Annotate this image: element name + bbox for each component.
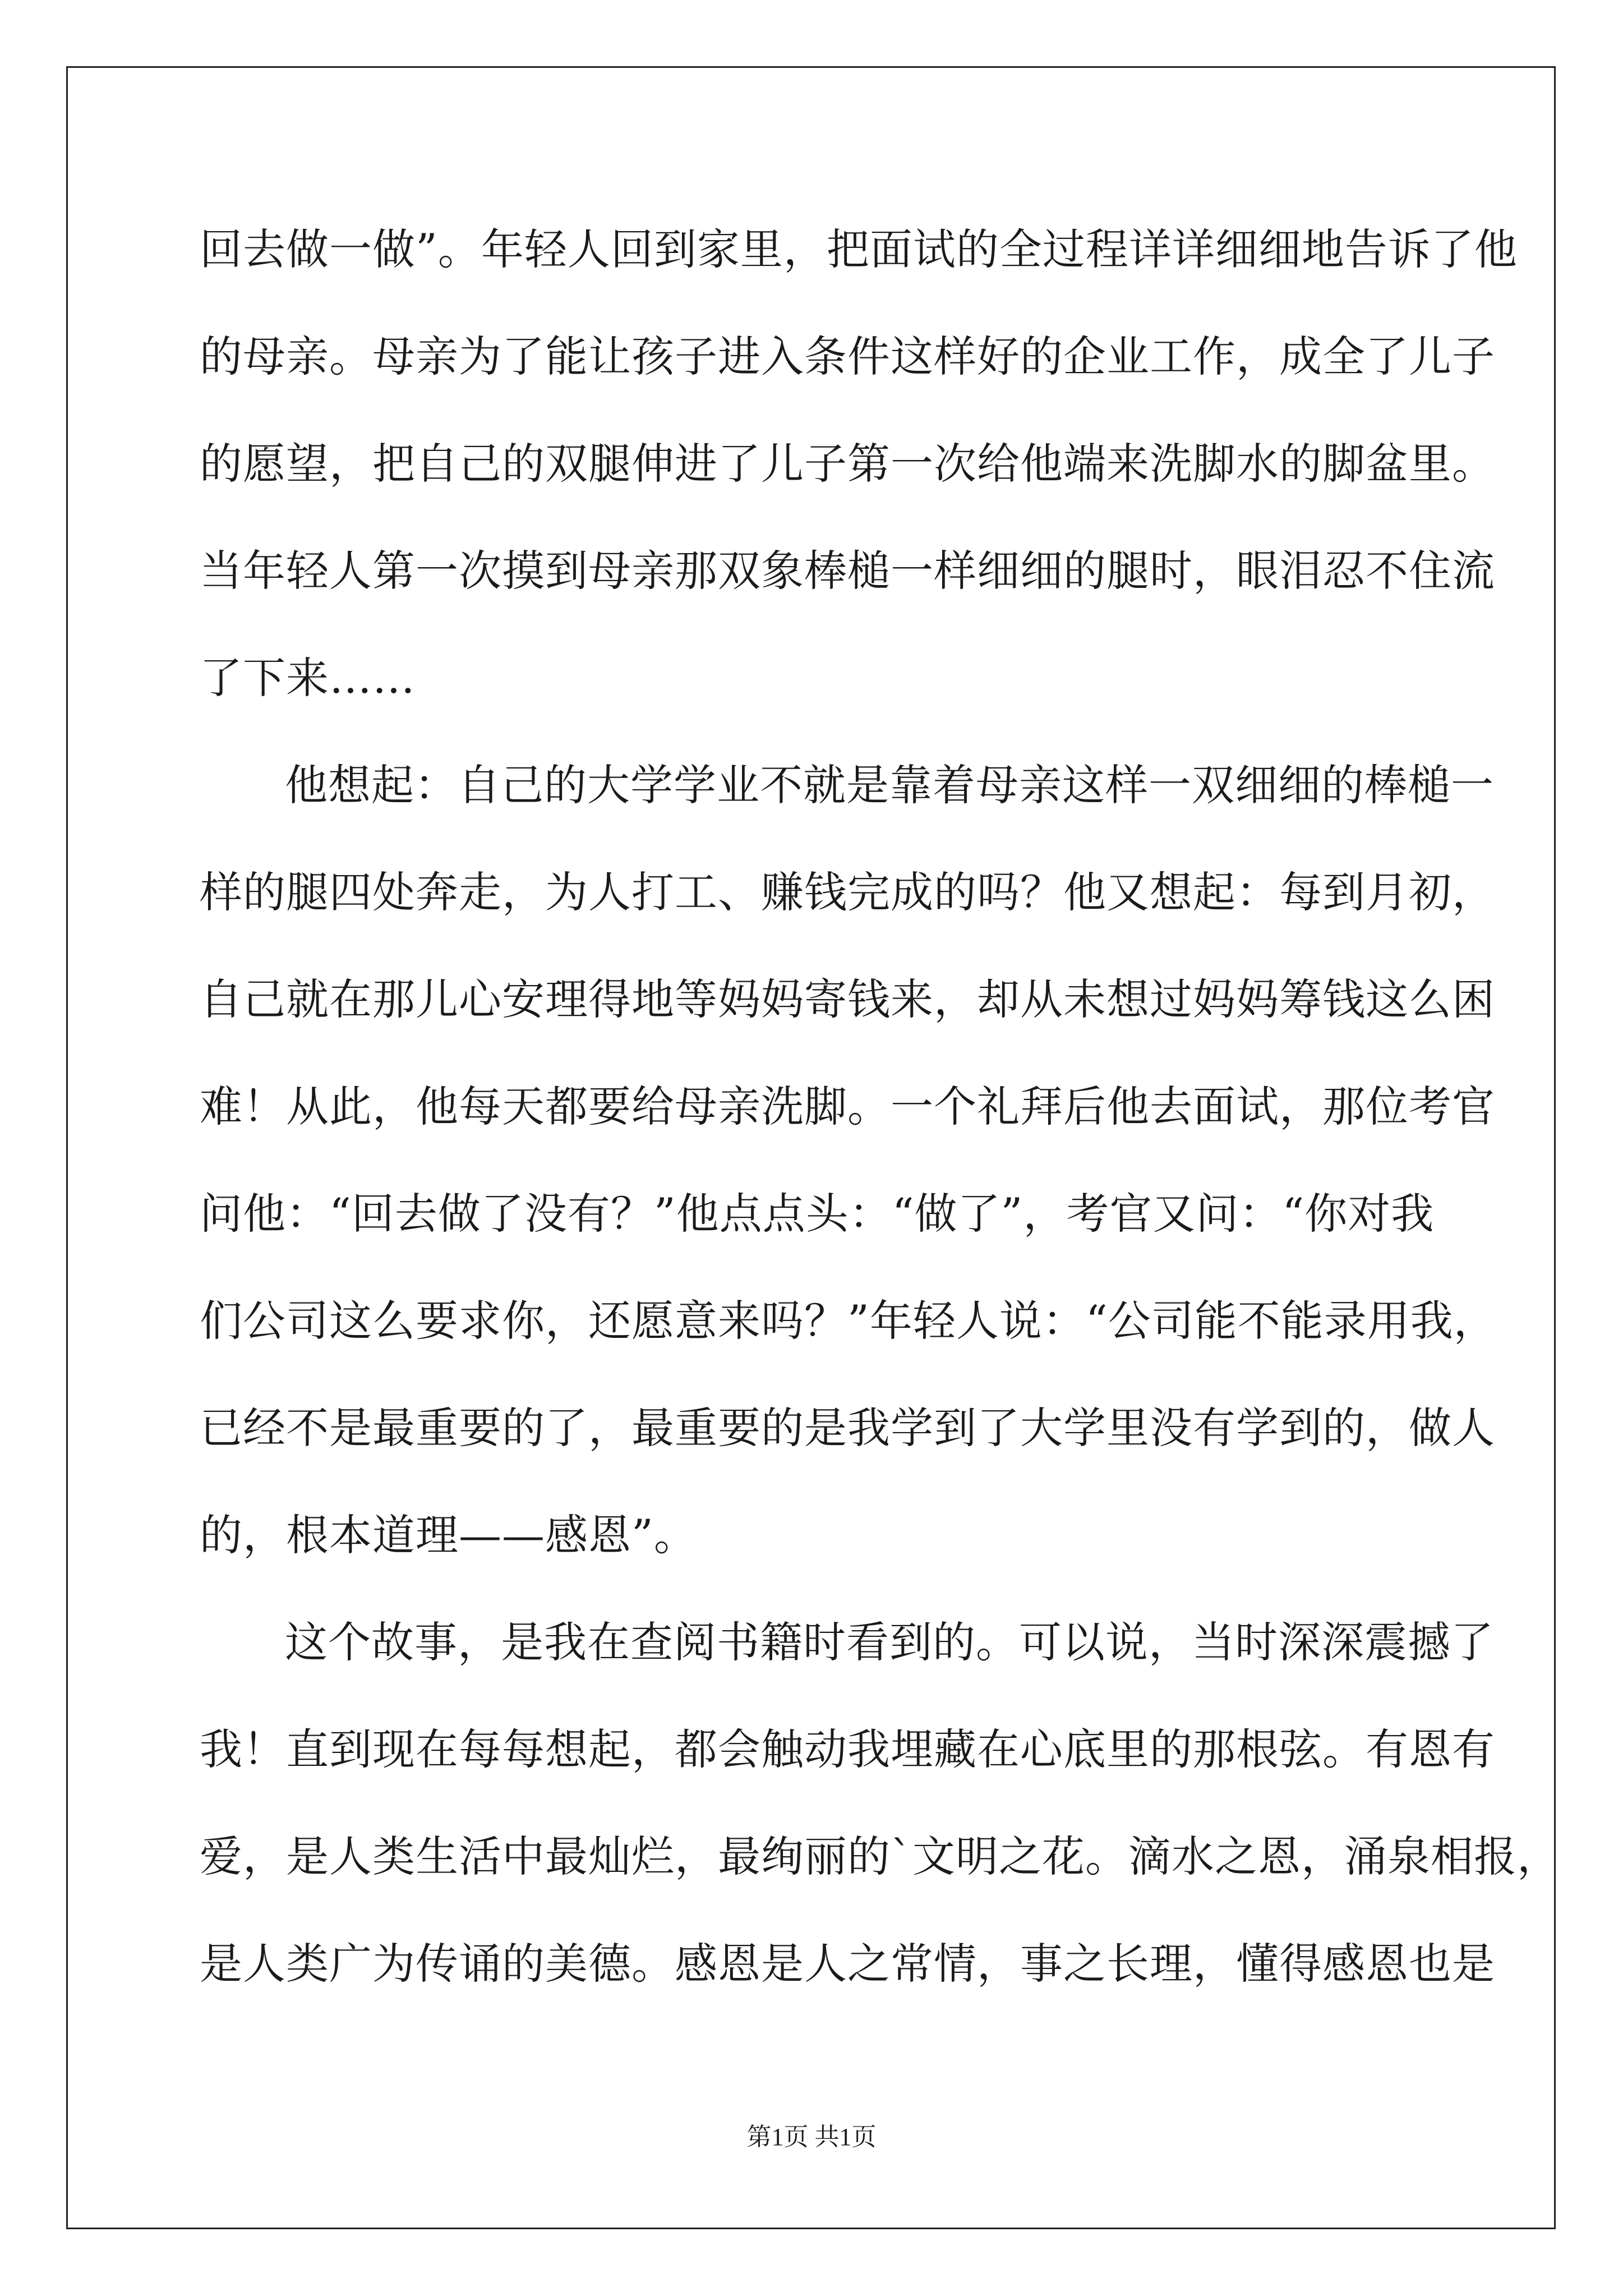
text-line: 他想起：自己的大学学业不就是靠着母亲这样一双细细的棒槌一: [285, 760, 1494, 810]
text-line: 的母亲。母亲为了能让孩子进入条件这样好的企业工作，成全了儿子: [200, 332, 1495, 381]
text-line: 是人类广为传诵的美德。感恩是人之常情，事之长理，懂得感恩也是: [200, 1939, 1495, 1989]
page-number-label: 第1页 共1页: [746, 2123, 877, 2151]
text-line: 这个故事，是我在查阅书籍时看到的。可以说，当时深深震撼了: [285, 1617, 1494, 1667]
text-line: 回去做一做”。年轻人回到家里，把面试的全过程详详细细地告诉了他: [200, 224, 1518, 274]
text-line: 难！从此，他每天都要给母亲洗脚。一个礼拜后他去面试，那位考官: [200, 1082, 1495, 1131]
text-line: 爱，是人类生活中最灿烂，最绚丽的`文明之花。滴水之恩，涌泉相报，: [200, 1832, 1560, 1881]
text-line: 了下来……: [200, 653, 416, 703]
text-line: 的，根本道理——感恩”。: [200, 1510, 697, 1560]
text-line: 我！直到现在每每想起，都会触动我埋藏在心底里的那根弦。有恩有: [200, 1724, 1495, 1774]
document-body: [200, 216, 1560, 2037]
text-line: 们公司这么要求你，还愿意来吗？”年轻人说：“公司能不能录用我，: [200, 1296, 1497, 1346]
text-line: 的愿望，把自己的双腿伸进了儿子第一次给他端来洗脚水的脚盆里。: [200, 439, 1495, 489]
page-footer: [0, 2120, 1623, 2154]
text-line: 自己就在那儿心安理得地等妈妈寄钱来，却从未想过妈妈筹钱这么困: [200, 974, 1495, 1024]
text-line: 样的腿四处奔走，为人打工、赚钱完成的吗？他又想起：每到月初，: [200, 867, 1495, 917]
text-line: 当年轻人第一次摸到母亲那双象棒槌一样细细的腿时，眼泪忍不住流: [200, 546, 1495, 596]
text-line: 问他：“回去做了没有？”他点点头：“做了”，考官又问：“你对我: [200, 1189, 1435, 1239]
text-line: 已经不是最重要的了，最重要的是我学到了大学里没有学到的，做人: [200, 1403, 1495, 1453]
